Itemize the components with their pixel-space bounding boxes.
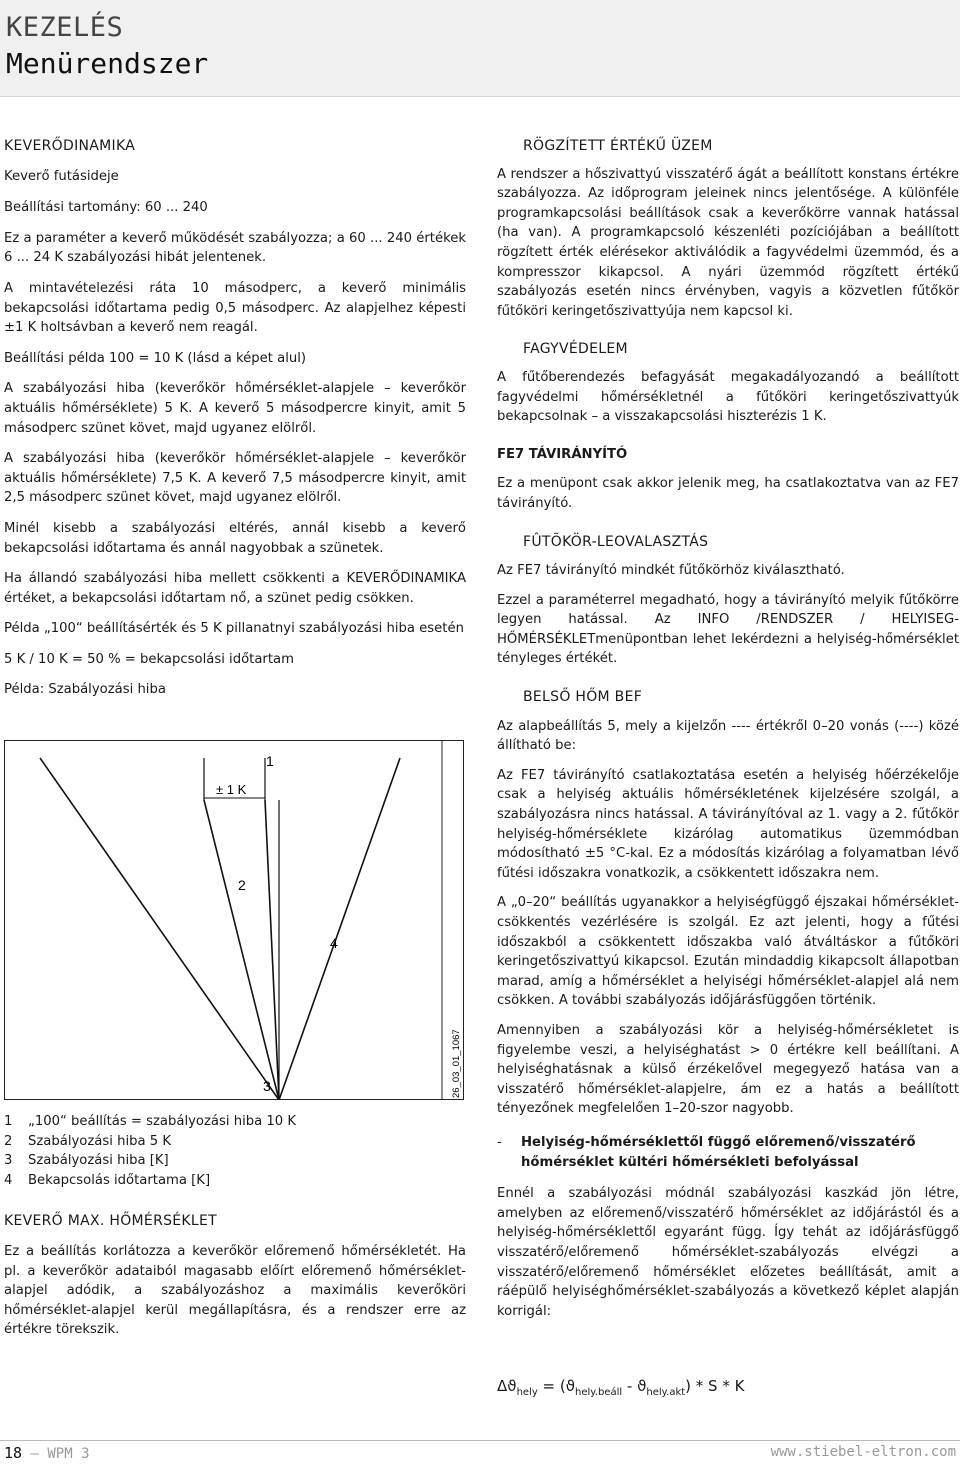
paragraph: Az alapbeállítás 5, mely a kijelzőn ---- értékről 0–20 vonás (----) közé állítható be: bbox=[497, 718, 959, 754]
legend-item: 3 Szabályozási hiba [K] bbox=[4, 1153, 169, 1169]
paragraph: A fűtőberendezés befagyását megakadályozandó a beállított fagyvédelmi hőmérsékletnél a fűtőköri keringetőszivattyúk bekapcsolnak – a visszakapcsolási hiszterézis 1 K. bbox=[497, 369, 959, 425]
heading-kevero-max: KEVERŐ MAX. HŐMÉRSÉKLET bbox=[4, 1213, 218, 1230]
page-title: Menürendszer bbox=[6, 47, 209, 80]
heading-fagyvedelem: FAGYVÉDELEM bbox=[523, 341, 628, 358]
legend-item: 1 „100“ beállítás = szabályozási hiba 10 K bbox=[4, 1114, 297, 1129]
left-column bbox=[4, 137, 466, 700]
paragraph: A rendszer a hőszivattyú visszatérő ágát a beállított konstans értékre szabályozza. Az időprogram jeleinek nincs jelentősége. A különféle programkapcsolási beállítások csak a keverőkörre vannak hatással (ha van). A programkapcsoló készenléti pozíciójában a beállított rögzített érték elérésekor aktiválódik a fagyvédelmi üzemmód, és a kompresszor kikapcsol. A nyári üzemmód rögzített értékű szabályozás esetén nincs érvényben, vagyis a közvetlen fűtőkör fűtőköri keringetőszivattyúja nem kapcsol ki. bbox=[497, 166, 959, 319]
heading-futokor: FÛTÕKÖR-LEOVALASZTÁS bbox=[523, 533, 709, 550]
footer-page: 18 – WPM 3 bbox=[4, 1444, 90, 1462]
deadband-label: ± 1 K bbox=[216, 782, 247, 797]
paragraph: A mintavételezési ráta 10 másodperc, a keverő minimális bekapcsolási időtartama pedig 0,5 másodperc. Az alapjelhez képesti ±1 K holtsávban a keverő nem reagál. bbox=[4, 280, 466, 336]
paragraph: Ha állandó szabályozási hiba mellett csökkenti a KEVERŐDINAMIKA értéket, a bekapcsolási időtartam nő, a szünet pedig csökken. bbox=[4, 571, 466, 606]
right-column bbox=[497, 137, 959, 1321]
paragraph: Minél kisebb a szabályozási eltérés, annál kisebb a keverő bekapcsolási időtartama és annál nagyobbak a szünetek. bbox=[4, 520, 466, 556]
bullet-dash: - bbox=[497, 1134, 502, 1150]
diagram-label-3: 3 bbox=[263, 1078, 271, 1094]
diagram-label-4: 4 bbox=[330, 935, 338, 951]
heading-belso-hom: BELSŐ HŐM BEF bbox=[523, 689, 643, 706]
formula: $\Delta ϑ_{hely} = (ϑ_{hely.beáll} - ϑ_{hely.akt}) * S * K$ bbox=[497, 1377, 745, 1398]
paragraph: Az FE7 távirányító mindkét fűtőkörhöz kiválasztható. bbox=[497, 563, 845, 579]
legend-item: 4 Bekapcsolás időtartama [K] bbox=[4, 1172, 211, 1188]
paragraph: A szabályozási hiba (keverőkör hőmérséklet-alapjele – keverőkör aktuális hőmérséklete) 5 K. A keverő 5 másodpercre kinyit, amit 5 másodperc szünet követ, majd ugyanez elölről. bbox=[4, 381, 466, 436]
paragraph: Ez a beállítás korlátozza a keverőkör előremenő hőmérsékletét. Ha pl. a keverőkör adataiból magasabb előírt előremenő hőmérséklet-alapjel adódik, a szabályozáshoz a maximális keverőköri hőmérséklet-alapjel kerül megállapításra, és a rendszer erre az értékre törekszik. bbox=[4, 1243, 466, 1338]
diagram-legend bbox=[4, 1112, 466, 1340]
heading-keverodinamika: KEVERŐDINAMIKA bbox=[4, 138, 136, 154]
bullet-item bbox=[497, 1133, 959, 1172]
paragraph: 5 K / 10 K = 50 % = bekapcsolási időtartam bbox=[4, 651, 294, 667]
heading-fe7: FE7 TÁVIRÁNYÍTÓ bbox=[497, 446, 628, 462]
paragraph: A „0–20“ beállítás ugyanakkor a helyiségfüggő éjszakai hőmérséklet-csökkentés vezérlésére is szolgál. Ez azt jelenti, hogy a fűtési időszakból a csökkentett időszakba való átváltáskor a fűtőköri keringetőszivattyú kikapcsol. Ezután mindaddig kikapcsolt állapotban marad, amíg a hőmérséklet a helyiségi hőmérséklet-alapjel alá nem csökken. A további szabályozás időjárásfüggően történik. bbox=[497, 895, 959, 1009]
paragraph: A szabályozási hiba (keverőkör hőmérséklet-alapjele – keverőkör aktuális hőmérséklete) 7,5 K. A keverő 7,5 másodpercre kinyit, amit 2,5 másodperc szünet követ, majd ugyanez elölről. bbox=[4, 451, 466, 506]
bullet-text: Helyiség-hőmérséklettől függő előremenő/visszatérő hőmérséklet kültéri hőmérsékleti befolyással bbox=[521, 1134, 916, 1170]
figure-code: 26_03_01_1067 bbox=[451, 1029, 462, 1098]
header-bar bbox=[0, 0, 960, 97]
heading-rogzitett: RÖGZÍTETT ÉRTÉKŰ ÜZEM bbox=[523, 138, 713, 154]
diagram-label-2: 2 bbox=[238, 877, 246, 893]
footer-url: www.stiebel-eltron.com bbox=[770, 1444, 956, 1460]
footer-rule bbox=[0, 1440, 960, 1441]
paragraph: Ez a paraméter a keverő működését szabályozza; a 60 ... 240 értékek 6 ... 24 K szabályozási hibát jelentenek. bbox=[4, 230, 466, 266]
futasideje-label: Keverő futásideje bbox=[4, 168, 119, 184]
paragraph: Az FE7 távirányító csatlakoztatása esetén a helyiség hőérzékelője csak a helyiség aktuális hőmérsékletének kijelzésére szolgál, a szabályozásra nincs hatással. A távirányítóval az 1. vagy a 2. fűtőkör helyiség-hőmérséklete kizárólag automatikus üzemmódban módosítható ±5 °C-kal. Ez a módosítás kizárólag a folyamatban lévő fűtési időszakra vonatkozik, a csökkentett időszakra nem. bbox=[497, 767, 959, 881]
paragraph: Példa „100“ beállításérték és 5 K pillanatnyi szabályozási hiba esetén bbox=[4, 621, 464, 637]
setting-range: Beállítási tartomány: 60 ... 240 bbox=[4, 200, 208, 216]
paragraph: Ezzel a paraméterrel megadható, hogy a távirányító melyik fűtőkörre legyen hatással. Az INFO /RENDSZER / HELYISEG-HŐMÉRSÉKLETmenüpontban lehet lekérdezni a helyiség-hőmérséklet tényleges értékét. bbox=[497, 592, 959, 667]
paragraph: Amennyiben a szabályozási kör a helyiség-hőmérsékletet is figyelembe veszi, a helyiséghatást > 0 értékre kell beállítani. A helyiséghatásnak a külső érzékelővel megegyező hatása van a visszatérő hőmérséklet-alapjelre, ám ez a hatás a beállított tényezőnek megfelelően 1–20-szor nagyobb. bbox=[497, 1022, 959, 1117]
control-error-diagram bbox=[4, 740, 464, 1100]
paragraph: Ez a menüpont csak akkor jelenik meg, ha csatlakoztatva van az FE7 távirányító. bbox=[497, 476, 959, 511]
paragraph: Példa: Szabályozási hiba bbox=[4, 682, 166, 698]
diagram-v-inner bbox=[204, 800, 279, 1100]
section-label: KEZELÉS bbox=[6, 12, 124, 43]
paragraph: Beállítási példa 100 = 10 K (lásd a képet alul) bbox=[4, 350, 307, 366]
paragraph: Ennél a szabályozási módnál szabályozási kaszkád jön létre, amelyben az előremenő/visszatérő hőmérséklet az időjárástól és a helyiség-hőmérséklettől egyaránt függ. Így tehát az időjárásfüggő visszatérő/előremenő hőmérséklet-szabályozás elvégzi a visszatérő/előremenő hőmérséklet előzetes beállítását, amit a ráépülő helyiséghőmérséklet-szabályozás a következő képlet alapján korrigál: bbox=[497, 1186, 959, 1319]
legend-item: 2 Szabályozási hiba 5 K bbox=[4, 1133, 171, 1149]
diagram-label-1: 1 bbox=[266, 753, 274, 769]
diagram-v-outer bbox=[40, 758, 400, 1100]
